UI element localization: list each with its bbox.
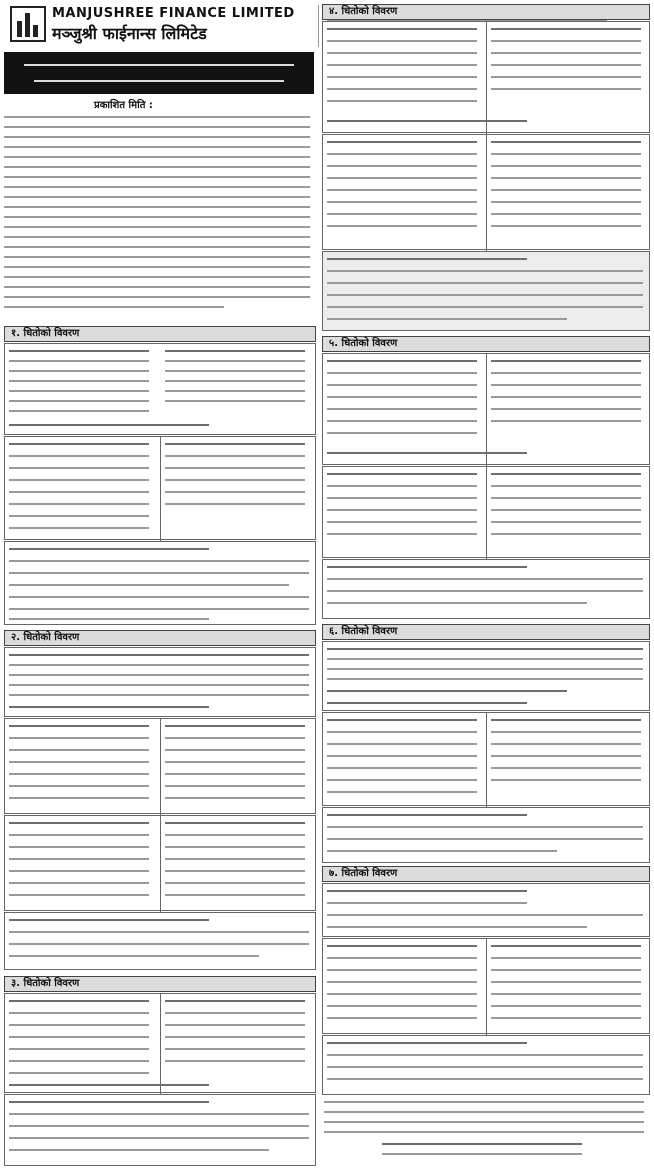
section-3-owners — [4, 993, 316, 1093]
section-1-guarantors — [4, 436, 316, 540]
section-2-borrower — [4, 647, 316, 717]
section-5-guarantors — [322, 466, 650, 558]
section-2-header: २. धितोको विवरण — [4, 630, 316, 646]
section-4-owners — [322, 21, 650, 133]
section-7-borrower — [322, 883, 650, 937]
publish-date: प्रकाशित मिति : — [94, 100, 153, 111]
section-3-collateral — [4, 1094, 316, 1166]
section-5-collateral — [322, 559, 650, 619]
section-1-collateral — [4, 541, 316, 625]
section-3-header: ३. धितोको विवरण — [4, 976, 316, 992]
section-6-collateral — [322, 807, 650, 863]
section-7-header: ७. धितोको विवरण — [322, 866, 650, 882]
section-4-collateral — [322, 251, 650, 331]
section-6-owners — [322, 712, 650, 806]
intro-paragraph — [4, 112, 314, 322]
section-2-guarantors — [4, 815, 316, 911]
section-5-header: ५. धितोको विवरण — [322, 336, 650, 352]
section-4-guarantors — [322, 134, 650, 250]
company-name-ne: मञ्जुश्री फाईनान्स लिमिटेड — [52, 24, 207, 43]
section-2-collateral — [4, 912, 316, 970]
section-5-owners — [322, 353, 650, 465]
section-1-borrower — [4, 343, 316, 435]
company-name-en: MANJUSHREE FINANCE LIMITED — [52, 6, 295, 21]
section-7-collateral — [322, 1035, 650, 1095]
section-1-header: १. धितोको विवरण — [4, 326, 316, 342]
section-4-header: ४. धितोको विवरण — [322, 4, 650, 20]
section-6-borrower — [322, 641, 650, 711]
company-logo — [10, 6, 46, 42]
section-7-guarantors — [322, 938, 650, 1034]
section-6-header: ६. धितोको विवरण — [322, 624, 650, 640]
notes — [322, 1097, 650, 1163]
section-2-owners — [4, 718, 316, 814]
notice-title — [4, 52, 314, 94]
